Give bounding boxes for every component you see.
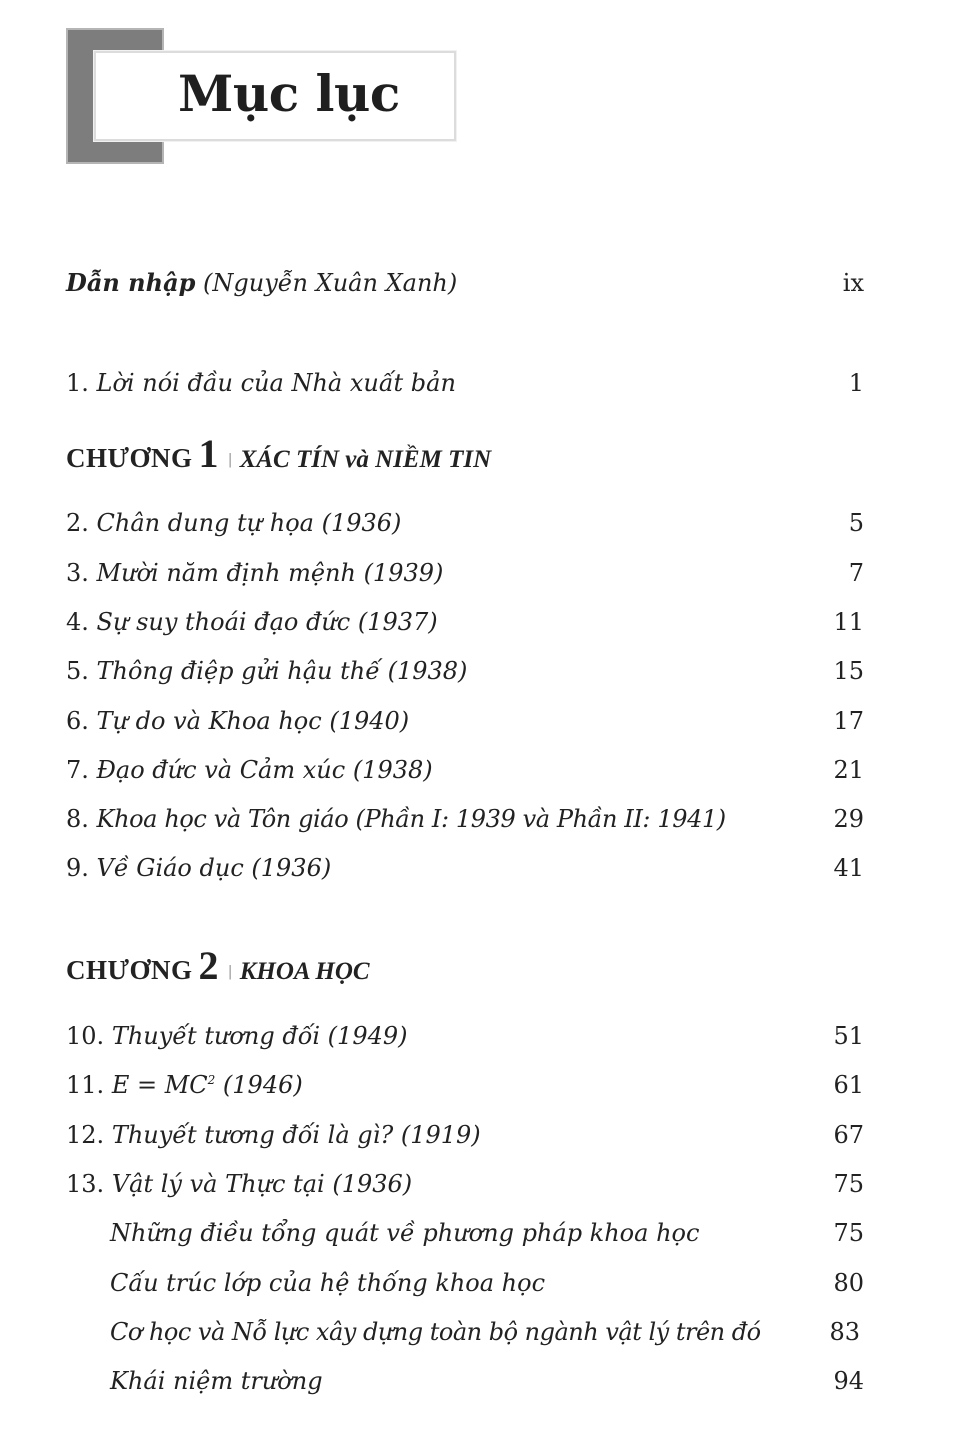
entry-title-superscript: 2 [207,1073,216,1087]
intro-author: (Nguyễn Xuân Xanh) [203,269,458,297]
page-number: 29 [833,805,864,833]
page-number: 94 [833,1367,864,1395]
page-number: 61 [833,1071,864,1099]
title-block [66,28,458,166]
subentry-title: Khái niệm trường [110,1367,323,1395]
toc-entry[interactable] [66,851,864,885]
chapter-separator: | [228,963,232,980]
chapter-number: 2 [198,943,219,988]
page-number: 80 [833,1269,864,1297]
page-number: 41 [833,854,864,882]
entry-number: 1. [66,369,89,397]
entry-number: 10. [66,1022,105,1050]
toc-entry[interactable] [66,605,864,639]
entry-number: 4. [66,608,89,636]
entry-title: Khoa học và Tôn giáo (Phần I: 1939 và Phần II: 1941) [96,805,726,833]
chapter-label: CHƯƠNG [66,443,193,473]
entry-title: Chân dung tự họa (1936) [96,509,402,537]
entry-title: Đạo đức và Cảm xúc (1938) [96,756,433,784]
toc-entry[interactable] [66,506,864,540]
chapter-1-heading [66,430,491,478]
chapter-2-heading [66,942,370,990]
chapter-number: 1 [198,431,219,476]
entry-number: 5. [66,657,89,685]
page-number: 67 [833,1121,864,1149]
entry-number: 12. [66,1121,105,1149]
toc-entry[interactable] [66,753,864,787]
entry-title [112,1071,303,1099]
toc-entry[interactable] [66,1118,864,1152]
entry-number: 7. [66,756,89,784]
entry-number: 6. [66,707,89,735]
subentry-title: Những điều tổng quát về phương pháp khoa học [110,1219,700,1247]
entry-title: Mười năm định mệnh (1939) [96,559,444,587]
entry-number: 11. [66,1071,105,1099]
entry-title: Thuyết tương đối là gì? (1919) [111,1121,481,1149]
chapter-title: KHOA HỌC [239,958,370,985]
toc-subentry[interactable] [66,1216,864,1250]
entry-title: Lời nói đầu của Nhà xuất bản [96,369,456,397]
toc-entry[interactable] [66,1019,864,1053]
entry-number: 3. [66,559,89,587]
chapter-title: XÁC TÍN và NIỀM TIN [239,446,492,473]
toc-entry[interactable] [66,802,864,836]
page-number: 5 [848,509,864,537]
toc-entry[interactable] [66,1068,864,1102]
entry-number: 8. [66,805,89,833]
entry-number: 9. [66,854,89,882]
toc-subentry[interactable] [66,1315,864,1349]
page-number: 7 [848,559,864,587]
entry-title: Thông điệp gửi hậu thế (1938) [96,657,468,685]
entry-title: Vật lý và Thực tại (1936) [111,1170,413,1198]
toc-intro-row[interactable] [66,266,864,300]
chapter-separator: | [228,451,232,468]
toc-entry[interactable] [66,366,864,400]
entry-title: Về Giáo dục (1936) [96,854,332,882]
toc-entry[interactable] [66,1167,864,1201]
entry-title: Thuyết tương đối (1949) [111,1022,408,1050]
entry-title: Tự do và Khoa học (1940) [96,707,410,735]
toc-subentry[interactable] [66,1364,864,1398]
subentry-title: Cơ học và Nỗ lực xây dựng toàn bộ ngành vật lý trên đó [110,1318,761,1346]
toc-subentry[interactable] [66,1266,864,1300]
page-number: 51 [833,1022,864,1050]
chapter-label: CHƯƠNG [66,955,193,985]
toc-entry[interactable] [66,654,864,688]
entry-number: 2. [66,509,89,537]
page-number: 75 [833,1170,864,1198]
toc-entry[interactable] [66,556,864,590]
page-number: 83 [829,1318,860,1346]
entry-number: 13. [66,1170,105,1198]
page-number: 21 [833,756,864,784]
toc-entry[interactable] [66,704,864,738]
page-number: 75 [833,1219,864,1247]
subentry-title: Cấu trúc lớp của hệ thống khoa học [110,1269,546,1297]
page-number: 1 [848,369,864,397]
entry-title-main: E = MC [111,1071,208,1099]
page-number: ix [842,269,864,297]
intro-title: Dẫn nhập [66,268,196,297]
entry-title-rest: (1946) [215,1071,303,1099]
page-title: Mục lục [178,64,400,123]
page-number: 17 [833,707,864,735]
page-number: 11 [833,608,864,636]
page-number: 15 [833,657,864,685]
entry-title: Sự suy thoái đạo đức (1937) [96,608,438,636]
